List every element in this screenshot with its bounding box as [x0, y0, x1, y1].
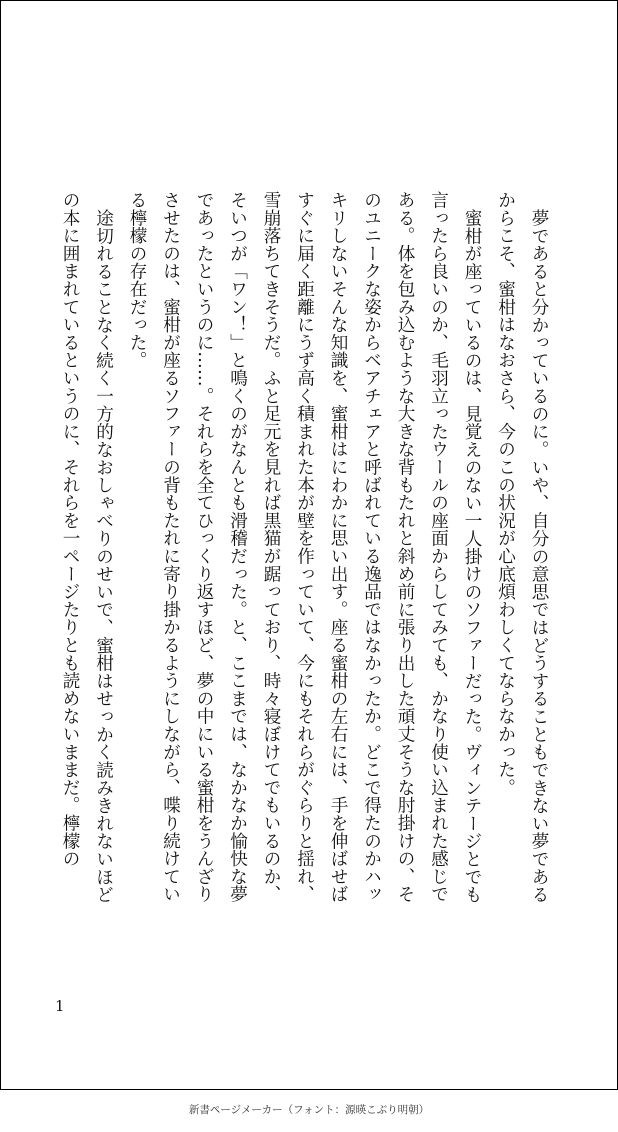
paragraph-2: 蜜柑が座っているのは、見覚えのない一人掛けのソファーだった。ヴィンテージとでも言ったら良いのか、毛羽立ったウールの座面からしてみても、かなり使い込まれた感じである。体を包み込むような大きな背もたれと斜め前に張り出した頑丈そうな肘掛けの、そのユニークな姿からベアチェアと呼ばれている逸品ではなかったか。どこで得たのかハッキリしないそんな知識を、蜜柑はにわかに思い出す。座る蜜柑の左右には、手を伸ばせばすぐに届く距離にうず高く積まれた本が壁を作っていて、今にもそれらがぐらりと揺れ、雪崩落ちてきそうだ。ふと足元を見れば黒猫が踞っており、時々寝ぼけてでもいるのか、そいつが「ワン！」と鳴くのがなんとも滑稽だった。と、ここまでは、なかなか愉快な夢であったというのに……。それらを全てひっくり返すほど、夢の中にいる蜜柑をうんざりさせたのは、蜜柑が座るソファーの背もたれに寄り掛かるようにしながら、喋り続けている檸檬の存在だった。: [127, 191, 482, 903]
body-text: [53, 191, 556, 903]
page-number: 1: [55, 997, 65, 1015]
paragraph-3: 途切れることなく続く一方的なおしゃべりのせいで、蜜柑はせっかく読みきれないほどの本に囲まれているというのに、それらを一ページたりとも読めないままだ。檸檬の: [60, 191, 114, 903]
paragraph-1: 夢であると分かっているのに。いや、自分の意思ではどうすることもできない夢であるからこそ、蜜柑はなおさら、今のこの状況が心底煩わしくてならなかった。: [495, 191, 549, 903]
footer-credit: 新書ページメーカー（フォント：源暎こぶり明朝）: [188, 1104, 430, 1116]
